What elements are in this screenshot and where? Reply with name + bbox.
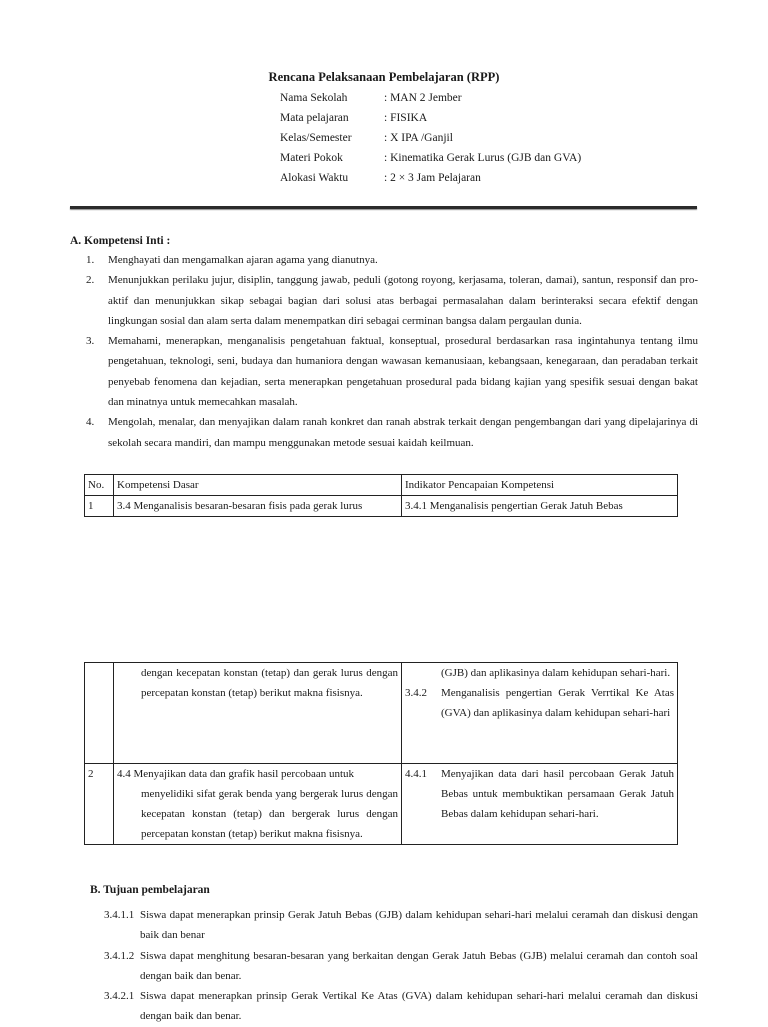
ipk-item xyxy=(405,683,674,723)
meta-row xyxy=(280,152,581,172)
meta-value: : 2 × 3 Jam Pelajaran xyxy=(384,172,481,184)
table-row xyxy=(85,764,678,845)
objective-text: Siswa dapat menerapkan prinsip Gerak Jatuh Bebas (GJB) dalam kehidupan sehari-hari melalui ceramah dan diskusi dengan baik dan benar xyxy=(140,909,698,942)
header-kompetensi-dasar: Kompetensi Dasar xyxy=(114,475,402,496)
kd-cell xyxy=(114,496,402,517)
ipk-cell xyxy=(402,663,678,764)
row-number: 1 xyxy=(85,496,114,517)
meta-label: Mata pelajaran xyxy=(280,112,349,124)
tujuan-list xyxy=(104,905,698,1027)
section-b-heading: B. Tujuan pembelajaran xyxy=(90,884,210,896)
kd-cell xyxy=(114,764,402,845)
list-number: 3. xyxy=(86,335,95,348)
table-header-row xyxy=(85,475,678,496)
meta-value: : FISIKA xyxy=(384,112,428,124)
meta-value: : MAN 2 Jember xyxy=(384,92,462,104)
kd-first-line xyxy=(117,764,398,784)
ipk-code: 3.4.2 xyxy=(405,687,427,699)
meta-label: Materi Pokok xyxy=(280,152,343,164)
table-row xyxy=(85,663,678,764)
row-number xyxy=(85,663,114,764)
header-no: No. xyxy=(85,475,114,496)
identity-block xyxy=(280,92,581,192)
kd-code: 4.4 xyxy=(117,768,131,780)
list-number: 2. xyxy=(86,274,95,287)
meta-row xyxy=(280,112,581,132)
page-title: Rencana Pelaksanaan Pembelajaran (RPP) xyxy=(268,70,500,84)
list-item xyxy=(104,986,698,1027)
ipk-text: Menganalisis pengertian Gerak Verrtikal Ke Atas (GVA) dan aplikasinya dalam kehidupan sehari-hari xyxy=(441,687,674,719)
list-item xyxy=(86,412,698,453)
kd-text: 3.4 Menganalisis besaran-besaran fisis pada gerak lurus xyxy=(117,500,363,512)
kompetensi-inti-list xyxy=(86,250,698,453)
header-divider xyxy=(70,206,697,209)
list-text: Memahami, menerapkan, menganalisis pengetahuan faktual, konseptual, prosedural berdasarkan rasa ingintahunya tentang ilmu pengetahuan, teknologi, seni, budaya dan humaniora dengan wawasan kemanusiaan, kebangsaan, kenegaraan, dan peradaban terkait penyebab fenomena dan kejadian, serta menerapkan pengetahuan prosedural pada bidang kajian yang spesifik sesuai dengan bakat dan minatnya untuk memecahkan masalah. xyxy=(108,335,698,409)
meta-label: Nama Sekolah xyxy=(280,92,348,104)
section-a-heading: A. Kompetensi Inti : xyxy=(70,235,171,247)
ipk-item xyxy=(405,764,674,824)
list-text: Menunjukkan perilaku jujur, disiplin, tanggung jawab, peduli (gotong royong, kerjasama, toleran, damai), santun, responsif dan pro-aktif dan menunjukkan sikap sebagai bagian dari solusi atas berbagai permasalahan dalam berinteraksi secara efektif dengan lingkungan sosial dan alam serta dalam menempatkan diri sebagai cerminan bangsa dalam pergaulan dunia. xyxy=(108,274,698,327)
meta-label: Alokasi Waktu xyxy=(280,172,349,184)
ipk-text: 3.4.1 Menganalisis pengertian Gerak Jatuh Bebas xyxy=(405,500,623,512)
kd-first-text: Menyajikan data dan grafik hasil percobaan untuk xyxy=(133,768,355,780)
list-item xyxy=(86,250,698,270)
row-number: 2 xyxy=(85,764,114,845)
objective-text: Siswa dapat menerapkan prinsip Gerak Vertikal Ke Atas (GVA) dalam kehidupan sehari-hari melalui ceramah dan diskusi dengan baik dan benar. xyxy=(140,990,698,1023)
list-item xyxy=(104,905,698,946)
meta-row xyxy=(280,92,581,112)
kd-continuation: dengan kecepatan konstan (tetap) dan gerak lurus dengan percepatan konstan (tetap) berikut makna fisisnya. xyxy=(141,667,398,699)
objective-code: 3.4.1.2 xyxy=(104,949,135,962)
meta-value: : Kinematika Gerak Lurus (GJB dan GVA) xyxy=(384,152,582,164)
meta-row xyxy=(280,132,581,152)
list-number: 1. xyxy=(86,254,95,266)
kd-text: menyelidiki sifat gerak benda yang bergerak lurus dengan kecepatan konstan (tetap) dan bergerak lurus dengan percepatan konstan (tetap) berikut makna fisisnya. xyxy=(141,788,398,840)
objective-text: Siswa dapat menghitung besaran-besaran yang berkaitan dengan Gerak Jatuh Bebas (GJB) melalui ceramah dan contoh soal dengan baik dan benar. xyxy=(140,949,698,982)
header-indikator: Indikator Pencapaian Kompetensi xyxy=(402,475,678,496)
list-text: Mengolah, menalar, dan menyajikan dalam ranah konkret dan ranah abstrak terkait dengan pengembangan dari yang dipelajarinya di sekolah secara mandiri, dan mampu menggunakan metode sesuai kaidah keilmuan. xyxy=(108,416,698,449)
table-row xyxy=(85,496,678,517)
ipk-text: Menyajikan data dari hasil percobaan Gerak Jatuh Bebas untuk membuktikan persamaan Gerak Jatuh Bebas dalam kehidupan sehari-hari. xyxy=(441,768,674,820)
list-number: 4. xyxy=(86,416,95,429)
ipk-cell xyxy=(402,496,678,517)
competency-table-bottom xyxy=(84,662,678,845)
competency-table-top xyxy=(84,474,678,517)
ipk-cell xyxy=(402,764,678,845)
meta-label: Kelas/Semester xyxy=(280,132,352,144)
list-item xyxy=(86,331,698,412)
objective-code: 3.4.2.1 xyxy=(104,990,135,1003)
kd-cell xyxy=(114,663,402,764)
ipk-code: 4.4.1 xyxy=(405,768,427,780)
meta-row xyxy=(280,172,581,192)
list-item xyxy=(104,946,698,987)
ipk-continuation: (GJB) dan aplikasinya dalam kehidupan sehari-hari. xyxy=(441,667,671,679)
meta-value: : X IPA /Ganjil xyxy=(384,132,453,144)
list-text: Menghayati dan mengamalkan ajaran agama yang dianutnya. xyxy=(108,254,378,266)
list-item xyxy=(86,270,698,331)
objective-code: 3.4.1.1 xyxy=(104,909,135,921)
